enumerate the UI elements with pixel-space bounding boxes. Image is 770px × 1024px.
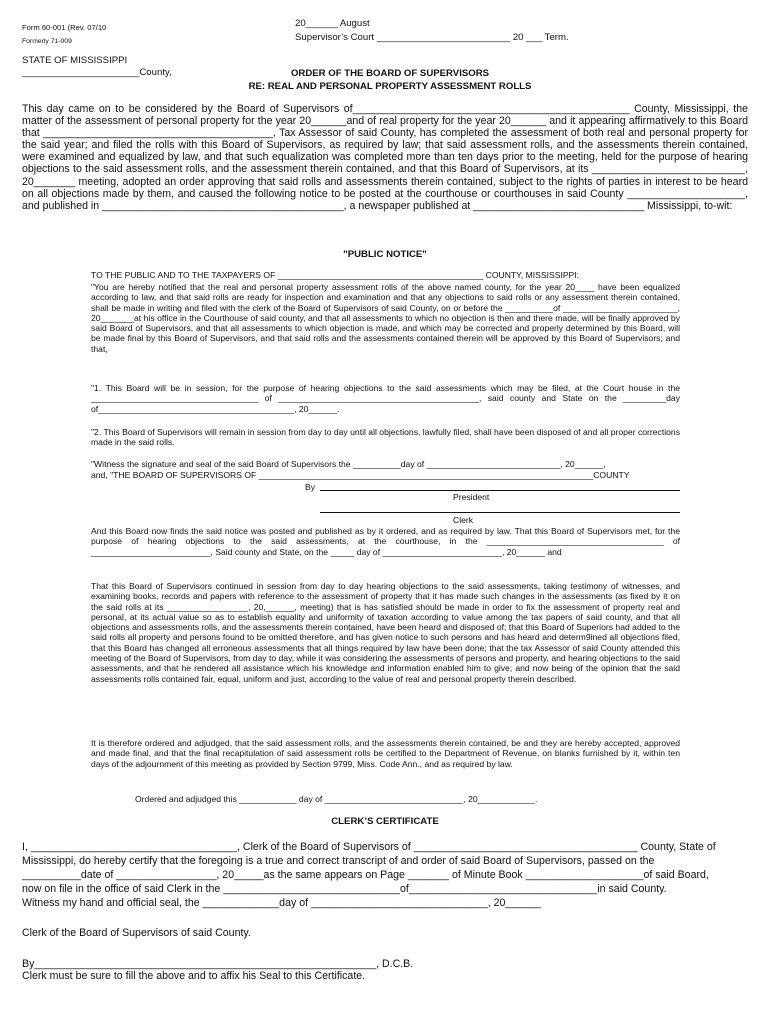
session-paragraph: That this Board of Supervisors continued in session from day to day hearing objections to the said assessments, taking testimony of witnesses, and examining books, records and papers with reference to the assessment of property that it has made such changes in the assessments (as fixed by it on the said rolls at its _________________, 20,______, meeting) that is has satisfied should be made in order to fix the assessment of property real and personal, at its actual value so as to establish equality and uniformity of taxation according to value among the tax papers of said county, and that all objections and assessments rolls, and the assessments therein contained, have been heard and disposed of; that this Board of Superiors had added to the said rolls all property and persons found to be omitted therefore, and has given notice to such persons and has heard and determ9ined all objections filed, that this Board has changed all erroneous assessments that all things required by law have been done; that the tax Assessor of said County attended this meeting of the Board of Supervisors, from day to day, while it was considering the assessments of persons and property, and hearing objections to the said assessments, and that he rendered all assistance which his knowledge and information enabled him to give; and now being of the opinion that the said assessments rolls contained fair, equal, uniform and just, according to the value of real and personal property therein described. bbox=[91, 581, 680, 684]
posted-paragraph: And this Board now finds the said notice was posted and published as by it ordered, and as required by law. That this Board of Supervisors met, for the purpose of hearing objections to the said assessments, at the courthouse, in the _____________________________________ of _________________________, Said county and State, on the _____ day of _________________________, 20______ and bbox=[91, 526, 680, 557]
certificate-footer: Clerk must be sure to fill the above and to affix his Seal to this Certificate. bbox=[22, 970, 366, 982]
court-line: Supervisor’s Court _________________________ 20 ___ Term. bbox=[295, 32, 569, 43]
document-subtitle: RE: REAL AND PERSONAL PROPERTY ASSESSMENT ROLLS bbox=[248, 81, 532, 92]
form-number: Form 60-001 (Rev. 07/10 bbox=[22, 23, 107, 32]
notice-board-line: and, "THE BOARD OF SUPERVISORS OF ______________________________________________________________________COUNTY bbox=[91, 470, 630, 480]
date-line: 20______ August bbox=[295, 18, 370, 29]
notice-witness-line: "Witness the signature and seal of the said Board of Supervisors the __________day of ____________________________, 20______, bbox=[91, 459, 606, 469]
county-line: ______________________County, bbox=[22, 67, 172, 78]
certificate-by-line: By__________________________________________________________, D.C.B. bbox=[22, 958, 414, 970]
state-label: STATE OF MISSISSIPPI bbox=[22, 55, 128, 66]
notice-heading: "PUBLIC NOTICE" bbox=[343, 249, 427, 260]
certificate-line-2: Mississippi, do hereby certify that the foregoing is a true and correct transcript of and order of said Board of Supervisors, passed on the bbox=[22, 855, 655, 867]
notice-to-line: TO THE PUBLIC AND TO THE TAXPAYERS OF ___________________________________________ COUNTY, MISSISSIPPI: bbox=[91, 270, 580, 280]
ordered-line: Ordered and adjudged this ____________ day of _____________________________, 20____________. bbox=[135, 794, 538, 804]
president-label: President bbox=[453, 492, 490, 502]
president-signature-line bbox=[320, 490, 680, 491]
clerk-label: Clerk bbox=[453, 515, 474, 525]
by-label: By bbox=[305, 482, 316, 492]
clerk-signature-line bbox=[320, 512, 680, 513]
document-title: ORDER OF THE BOARD OF SUPERVISORS bbox=[290, 68, 490, 79]
certificate-line-3: __________date of _________________, 20_____as the same appears on Page _______ of Minute Book ____________________of said Board, bbox=[22, 869, 709, 881]
certificate-line-1: I, ___________________________________, Clerk of the Board of Supervisors of ______________________________________ County, State of bbox=[22, 841, 716, 853]
certificate-heading: CLERK’S CERTIFICATE bbox=[331, 816, 439, 827]
notice-paragraph-1: "You are hereby notified that the real and personal property assessment rolls of the above named county, for the year 20____ have been equalized according to law, and that said rolls are ready for inspection and examination and that any objections to said rolls or any assessment therein contained, shall be made in writing and filed with the clerk of the Board of Supervisors of said County, on or before the __________of ________________________, 20_______at his office in the Courthouse of said county, and that all assessments to which no objection is then and there made, will be finally approved by said Board of Supervisors, and that all assessments to which objection is made, and which may be corrected and properly determined by this Board, will be made final by this Board of Supervisors, and that said rolls and the assessments contained therein will be approved by this Board of Supervisors; and that, bbox=[91, 282, 680, 354]
certificate-line-4: now on file in the office of said Clerk in the ______________________________of________________________________in said County. bbox=[22, 883, 667, 895]
formerly-number: Formerly 71-009 bbox=[22, 38, 72, 45]
intro-paragraph: This day came on to be considered by the Board of Supervisors of_______________________________________________ County, Mississippi, the matter of the assessment of personal property for the year 20______and of real property for the year 20______ and it appearing affirmatively to this Board that _______________________________________, Tax Assessor of said County, has completed the assessment of both real and personal property for the said year; and filed the rolls with this Board of Supervisors, as required by law; that said assessment rolls, and the assessments therein contained, were examined and equalized by law, and that such equalization was completed more than ten days prior to the meeting, held for the purpose of hearing objections to the said assessment rolls, and the assessment therein contained, and that this Board of Supervisors, at its __________________________, 20_______ meeting, adopted an order approving that said rolls and assessments therein contained, subject to the rights of parties in interest to be heard on all objections made by them, and caused the following notice to be posted at the courthouse or courthouses in said County ____________________, and published in _________________________________________, a newspaper published at _____________________________ Mississippi, to-wit: bbox=[22, 103, 748, 212]
certificate-clerk-line: Clerk of the Board of Supervisors of said County. bbox=[22, 927, 251, 939]
notice-paragraph-2: "1. This Board will be in session, for the purpose of hearing objections to the said assessments which may be filed, at the Court house in the ___________________________________ of __________________________________________, said county and State on the _________day of_________________________________________, 20______. bbox=[91, 383, 680, 414]
ordered-paragraph: It is therefore ordered and adjudged, that the said assessment rolls, and the assessments therein contained, be and they are hereby accepted, approved and made final, and that the final recapitulation of said assessment rolls be certified to the Department of Revenue, on blanks furnished by it, within ten days of the adjournment of this meeting as provided by Section 9799, Miss. Code Ann., and as required by law. bbox=[91, 738, 680, 769]
notice-paragraph-3: "2. This Board of Supervisors will remain in session from day to day until all objections, lawfully filed, shall have been disposed of and all proper corrections made in the said rolls. bbox=[91, 427, 680, 448]
certificate-line-5: Witness my hand and official seal, the _____________day of ______________________________, 20______ bbox=[22, 897, 541, 909]
